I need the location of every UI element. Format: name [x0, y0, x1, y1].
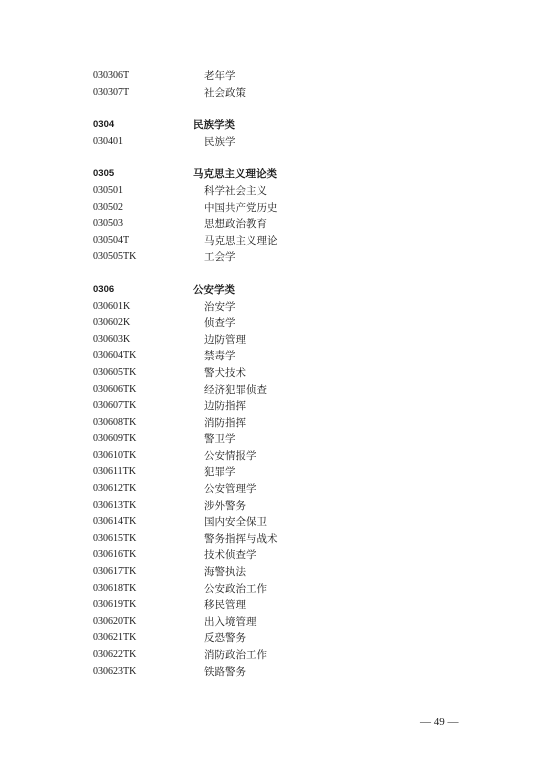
- major-row: [93, 431, 493, 448]
- category-name: 马克思主义理论类: [193, 168, 277, 181]
- major-name: 中国共产党历史: [204, 201, 278, 214]
- major-code: 030601K: [93, 300, 131, 312]
- major-code: 030609TK: [93, 433, 137, 445]
- major-list: [93, 68, 493, 680]
- major-name: 犯罪学: [204, 466, 236, 479]
- major-name: 工会学: [204, 251, 236, 264]
- group-spacer: [93, 150, 493, 166]
- major-row: [93, 68, 493, 85]
- major-name: 国内安全保卫: [204, 516, 267, 529]
- major-row: [93, 547, 493, 564]
- major-name: 警犬技术: [204, 366, 246, 379]
- major-name: 边防管理: [204, 333, 246, 346]
- major-name: 民族学: [204, 135, 236, 148]
- major-name: 公安管理学: [204, 483, 257, 496]
- major-code: 030605TK: [93, 366, 137, 378]
- major-name: 禁毒学: [204, 350, 236, 363]
- group-spacer: [93, 266, 493, 282]
- major-code: 030614TK: [93, 516, 137, 528]
- major-code: 030401: [93, 135, 123, 147]
- major-row: [93, 299, 493, 316]
- major-code: 030604TK: [93, 350, 137, 362]
- major-row: [93, 531, 493, 548]
- major-code: 030607TK: [93, 400, 137, 412]
- major-name: 老年学: [204, 70, 236, 82]
- major-name: 思想政治教育: [204, 218, 267, 231]
- major-code: 030504T: [93, 234, 130, 246]
- major-name: 马克思主义理论: [204, 234, 278, 247]
- major-name: 海警执法: [204, 566, 246, 579]
- major-name: 警务指挥与战术: [204, 532, 278, 545]
- major-name: 移民管理: [204, 599, 246, 612]
- major-row: [93, 332, 493, 349]
- major-name: 消防政治工作: [204, 649, 267, 661]
- major-code: 030623TK: [93, 665, 137, 677]
- major-row: [93, 581, 493, 598]
- major-row: [93, 398, 493, 415]
- category-code: 0304: [93, 119, 115, 131]
- major-name: 反恐警务: [204, 632, 246, 645]
- major-row: [93, 134, 493, 151]
- major-row: [93, 630, 493, 647]
- major-name: 涉外警务: [204, 499, 246, 512]
- major-row: [93, 249, 493, 266]
- major-code: 030608TK: [93, 416, 137, 428]
- major-row: [93, 183, 493, 200]
- category-code: 0306: [93, 283, 115, 295]
- major-code: 030621TK: [93, 632, 137, 644]
- major-row: [93, 415, 493, 432]
- major-name: 公安政治工作: [204, 582, 267, 595]
- major-code: 030505TK: [93, 251, 137, 263]
- major-code: 030503: [93, 218, 123, 230]
- major-code: 030620TK: [93, 615, 137, 627]
- major-row: [93, 614, 493, 631]
- major-code: 030602K: [93, 317, 131, 329]
- major-name: 警卫学: [204, 433, 236, 446]
- major-name: 边防指挥: [204, 400, 246, 413]
- major-row: [93, 315, 493, 332]
- major-name: 科学社会主义: [204, 184, 267, 197]
- major-row: [93, 481, 493, 498]
- category-name: 民族学类: [193, 119, 235, 132]
- major-row: [93, 597, 493, 614]
- major-name: 侦查学: [204, 317, 236, 330]
- major-code: 030615TK: [93, 532, 137, 544]
- major-name: 治安学: [204, 300, 236, 313]
- major-row: [93, 514, 493, 531]
- major-code: 030611TK: [93, 466, 136, 478]
- major-row: [93, 216, 493, 233]
- major-name: 铁路警务: [204, 665, 246, 678]
- category-header: [93, 117, 493, 134]
- major-row: [93, 233, 493, 250]
- major-name: 公安情报学: [204, 449, 257, 462]
- major-row: [93, 348, 493, 365]
- major-name: 社会政策: [204, 86, 246, 99]
- major-code: 030617TK: [93, 566, 137, 578]
- major-row: [93, 85, 493, 102]
- category-header: [93, 282, 493, 299]
- major-row: [93, 564, 493, 581]
- major-code: 030622TK: [93, 649, 137, 660]
- major-code: 030606TK: [93, 383, 137, 395]
- major-name: 出入境管理: [204, 615, 257, 628]
- category-header: [93, 166, 493, 183]
- major-row: [93, 498, 493, 515]
- major-code: 030502: [93, 201, 123, 213]
- major-name: 技术侦查学: [204, 549, 257, 562]
- major-code: 030616TK: [93, 549, 137, 561]
- major-row: [93, 200, 493, 217]
- major-code: 030612TK: [93, 483, 137, 495]
- major-code: 030307T: [93, 86, 130, 98]
- major-code: 030603K: [93, 333, 131, 345]
- major-code: 030610TK: [93, 449, 137, 461]
- page-number: — 49 —: [420, 716, 459, 728]
- major-code: 030618TK: [93, 582, 137, 594]
- major-row: [93, 664, 493, 681]
- category-code: 0305: [93, 168, 115, 180]
- major-code: 030619TK: [93, 599, 137, 611]
- major-row: [93, 464, 493, 481]
- category-name: 公安学类: [193, 283, 235, 296]
- group-spacer: [93, 101, 493, 117]
- major-code: 030613TK: [93, 499, 137, 511]
- major-code: 030306T: [93, 70, 130, 81]
- major-row: [93, 365, 493, 382]
- major-name: 经济犯罪侦查: [204, 383, 267, 396]
- major-row: [93, 382, 493, 399]
- major-row: [93, 647, 493, 664]
- major-row: [93, 448, 493, 465]
- major-name: 消防指挥: [204, 416, 246, 429]
- major-code: 030501: [93, 184, 123, 196]
